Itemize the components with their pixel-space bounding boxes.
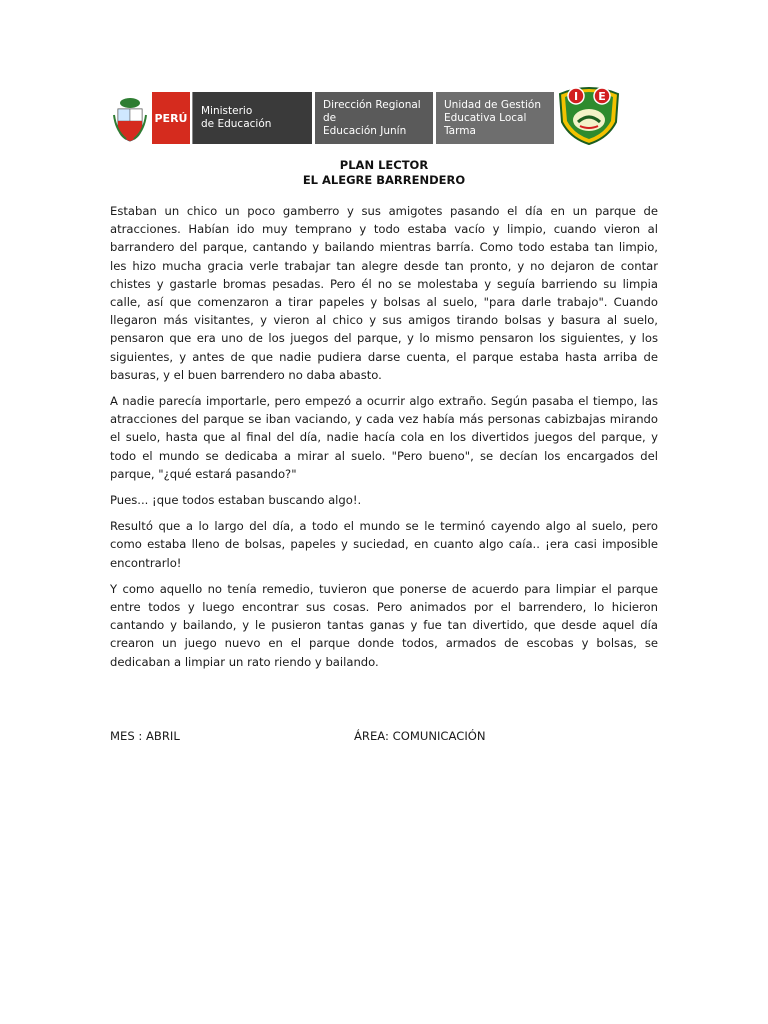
ie-letter-i: I: [573, 90, 579, 103]
paragraph: A nadie parecía importarle, pero empezó a ocurrir algo extraño. Según pasaba el tiempo, las atracciones del parque se iban vaciando, y cada vez había más personas cabizbajas mirando el suelo, hasta que al final del día, nadie hacía cola en los divertidos juegos del parque, y todo el mundo se dedicaba a mirar al suelo. "Pero bueno", se decían los encargados del parque, "¿qué estará pasando?": [110, 394, 658, 481]
ie-letter-e: E: [598, 90, 606, 103]
title-line-2: EL ALEGRE BARRENDERO: [302, 173, 466, 187]
dre-line-2: Educación Junín: [323, 124, 407, 137]
ministerio-line-1: Ministerio: [201, 105, 253, 117]
month-label: MES : ABRIL: [110, 729, 180, 743]
school-logo-icon: [556, 84, 622, 146]
story-body: [110, 202, 658, 679]
peru-coat-of-arms-icon: [110, 92, 150, 148]
peru-flag-label: PERÚ: [152, 92, 190, 144]
paragraph: Pues... ¡que todos estaban buscando algo!.: [110, 493, 362, 508]
ministerio-line-2: de Educación: [201, 118, 272, 130]
area-label: ÁREA: COMUNICACIÓN: [354, 729, 486, 743]
title-line-1: PLAN LECTOR: [339, 158, 429, 172]
header-banner: [110, 92, 554, 148]
paragraph: Estaban un chico un poco gamberro y sus amigotes pasando el día en un parque de atracciones. Habían ido muy temprano y todo estaba vacío y limpio, cuando vieron al barrandero del parque, cantando y bailando mientras barría. Como todo estaba tan limpio, les hizo mucha gracia verle trabajar tan alegre desde tan pronto, y no dejaron de contar chistes y gastarle bromas pesadas. Pero él no se molestaba y seguía barriendo su limpia calle, así que comenzaron a tirar papeles y bolsas al suelo, "para darle trabajo". Cuando llegaron más visitantes, y vieron al chico y sus amigos tirando bolsas y basura al suelo, pensaron que era uno de los juegos del parque, y lo mismo pensaron los siguientes, y los siguientes, y antes de que nadie pudiera darse cuenta, el parque estaba hasta arriba de basuras, y el buen barrendero no daba abasto.: [110, 204, 658, 382]
paragraph: Y como aquello no tenía remedio, tuvieron que ponerse de acuerdo para limpiar el parque entre todos y luego encontrar sus cosas. Pero animados por el barrendero, lo hicieron cantando y bailando, y le pusieron tantas ganas y fue tan divertido, que desde aquel día crearon un juego nuevo en el parque donde todos, armados de escobas y bolsas, se dedicaban a limpiar un rato riendo y bailando.: [110, 581, 658, 669]
dre-label: [315, 92, 433, 144]
dre-line-1: Dirección Regional de: [323, 98, 421, 124]
paragraph: Resultó que a lo largo del día, a todo el mundo se le terminó cayendo algo al suelo, pero como estaba lleno de bolsas, papeles y suciedad, en cuanto algo caía.. ¡era casi imposible encontrarlo!: [110, 519, 658, 570]
ugel-line-1: Unidad de Gestión: [444, 98, 542, 111]
document-title: [0, 158, 768, 188]
ugel-label: [436, 92, 554, 144]
ugel-line-2: Educativa Local Tarma: [444, 111, 527, 137]
ministerio-label: [192, 92, 312, 144]
document-footer: [110, 729, 658, 743]
